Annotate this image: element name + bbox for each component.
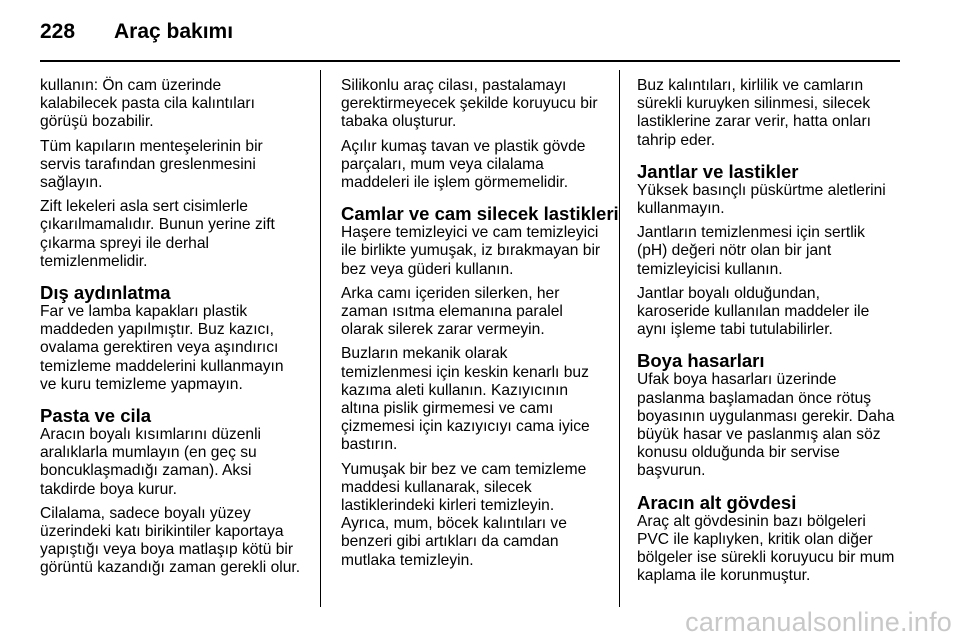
text-line: zaman ısıtma elemanına paralel [341,303,563,321]
text-line: (pH) değeri nötr olan bir jant [637,242,832,260]
header-rule [40,60,900,62]
text-line: kaplama ile korunmuştur. [637,567,811,585]
text-line: çizmemesi için kazıyıcıyı cama iyice [341,418,590,436]
paragraph [341,224,606,279]
paragraph [637,77,902,150]
paragraph [637,371,902,480]
text-line: Tüm kapıların menteşelerinin bir [40,137,263,155]
text-column-1 [40,77,308,584]
text-line: bez veya güderi kullanın. [341,260,514,278]
text-line: mutlaka temizleyin. [341,551,474,569]
text-line: Yumuşak bir bez ve cam temizleme [341,460,587,478]
text-line: ve kuru temizleme yapmayın. [40,375,243,393]
column-divider-2 [619,70,620,607]
paragraph [637,182,902,218]
section-heading: Dış aydınlatma [40,282,171,304]
text-line: aralıklarla mumlayın (en geç su [40,444,257,462]
text-line: Yüksek basınçlı püskürtme aletlerini [637,181,886,199]
paragraph [637,285,902,340]
text-line: ile birlikte yumuşak, iz bırakmayan bir [341,242,601,260]
text-line: servis tarafından greslenmesini [40,155,256,173]
text-line: temizleyicisi kullanın. [637,260,783,278]
text-line: Jantlar boyalı olduğundan, [637,284,820,302]
text-line: olarak silerek zarar vermeyin. [341,321,545,339]
text-line: Buzların mekanik olarak [341,345,508,363]
text-line: boncuklaşmadığı zaman). Aksi [40,462,252,480]
text-line: boyasının uygulanması gerekir. Daha [637,407,895,425]
text-line: Aracın boyalı kısımlarını düzenli [40,426,262,444]
page-header [40,20,233,50]
page-number: 228 [40,20,76,43]
text-line: bastırın. [341,436,398,454]
text-line: büyük hasar ve paslanmış alan söz [637,426,881,444]
section-heading: Boya hasarları [637,350,765,372]
paragraph [40,77,308,132]
paragraph [40,426,308,499]
text-line: Arka camı içeriden silerken, her [341,284,560,302]
text-line: Haşere temizleyici ve cam temizleyici [341,224,599,242]
page-title: Araç bakımı [114,20,234,43]
text-line: benzeri gibi artıkları da camdan [341,533,559,551]
text-line: çıkarılmamalıdır. Bunun yerine zift [40,216,275,234]
column-divider-1 [320,70,321,607]
text-line: PVC ile kaplıyken, kritik olan diğer [637,530,873,548]
text-line: maddesi kullanarak, silecek [341,478,532,496]
text-line: konusu olduğunda bir servise [637,444,840,462]
text-line: Araç alt gövdesinin bazı bölgeleri [637,512,866,530]
text-line: lastiklerindeki kirleri temizleyin. [341,497,555,515]
text-line: ovalama gerektiren veya aşındırıcı [40,339,279,357]
paragraph [637,513,902,586]
paragraph [40,505,308,578]
section-heading: Aracın alt gövdesi [637,491,797,513]
text-column-3 [637,77,902,591]
text-line: tahrip eder. [637,131,716,149]
text-line: çıkarma spreyi ile derhal [40,234,209,252]
text-line: kazıma aleti kullanın. Kazıyıcının [341,381,569,399]
text-line: Silikonlu araç cilası, pastalamayı [341,77,567,94]
text-line: altına pislik girmemesi ve camı [341,400,554,418]
text-line: görüntü kazandığı zaman gerekli olur. [40,559,301,577]
text-line: Ufak boya hasarları üzerinde [637,371,837,389]
text-line: lastiklerine zarar verir, hatta onları [637,113,872,131]
watermark: carmanualsonline.info [685,607,952,637]
text-line: görüşü bozabilir. [40,113,154,131]
text-line: takdirde boya kurur. [40,480,177,498]
paragraph [40,198,308,271]
section-heading: Jantlar ve lastikler [637,160,799,182]
text-line: kalabilecek pasta cila kalıntıları [40,95,255,113]
text-column-2 [341,77,619,576]
text-line: sürekli kuruyken silinmesi, silecek [637,95,871,113]
text-line: gerektirmeyecek şekilde koruyucu bir [341,95,598,113]
paragraph [341,77,606,132]
text-line: bölgeler ise sürekli koruyucu bir mum [637,549,895,567]
text-line: Cilalama, sadece boyalı yüzey [40,504,251,522]
text-line: temizleme maddelerini kullanmayın [40,357,284,375]
text-line: karoseride kullanılan maddeler ile [637,303,870,321]
text-line: Far ve lamba kapakları plastik [40,303,248,321]
text-line: temizlenmesi için keskin kenarlı buz [341,363,589,381]
text-line: Buz kalıntıları, kirlilik ve camların [637,77,864,94]
text-line: maddeden yapılmıştır. Buz kazıcı, [40,321,275,339]
text-line: kullanmayın. [637,200,725,218]
paragraph [341,345,606,454]
text-line: Jantların temizlenmesi için sertlik [637,224,865,242]
text-line: Zift lekeleri asla sert cisimlerle [40,198,248,216]
text-line: Ayrıca, mum, böcek kalıntıları ve [341,515,567,533]
text-line: parçaları, mum veya cilalama [341,155,544,173]
section-heading: Camlar ve cam silecek lastikleri [341,203,619,225]
text-line: başvurun. [637,462,706,480]
paragraph [341,461,606,570]
text-line: kullanın: Ön cam üzerinde [40,77,222,94]
text-line: maddeleri ile işlem görmemelidir. [341,174,569,192]
section-heading: Pasta ve cila [40,405,152,427]
paragraph [637,224,902,279]
text-line: Açılır kumaş tavan ve plastik gövde [341,137,586,155]
paragraph [40,138,308,193]
paragraph [341,138,606,193]
text-line: aynı işleme tabi tutulabilirler. [637,321,833,339]
text-line: sağlayın. [40,174,103,192]
text-line: temizlenmelidir. [40,252,148,270]
text-line: üzerindeki katı birikintiler kaportaya [40,523,284,541]
text-line: paslanma başlamadan önce rötuş [637,389,872,407]
paragraph [341,285,606,340]
text-line: tabaka oluşturur. [341,113,457,131]
text-line: yapıştığı veya boya matlaşıp kötü bir [40,541,294,559]
paragraph [40,303,308,394]
